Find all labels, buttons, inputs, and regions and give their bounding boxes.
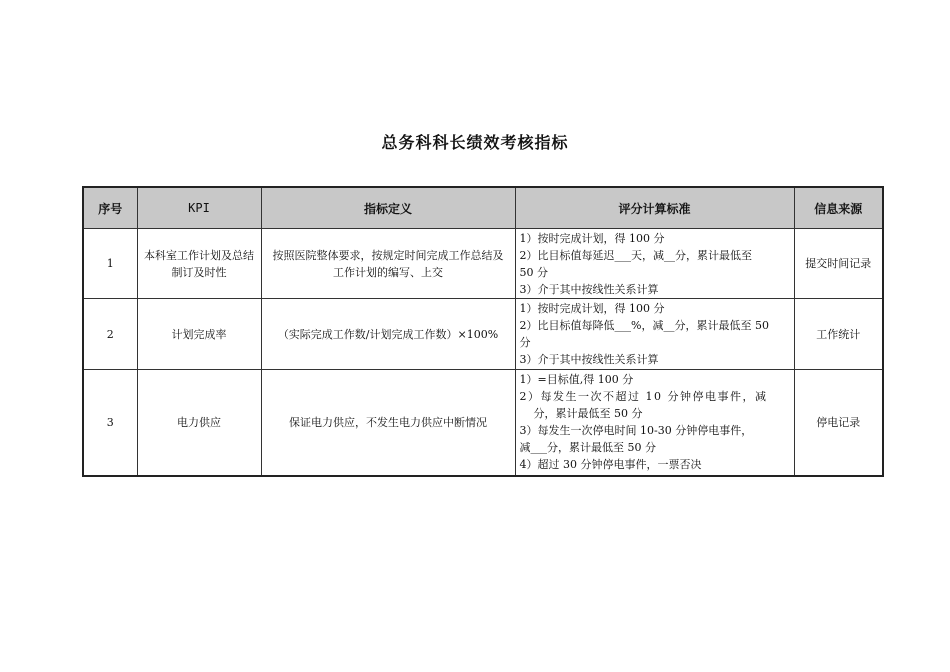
- standard-line: 3）介于其中按线性关系计算: [519, 282, 659, 296]
- header-definition: 指标定义: [261, 187, 515, 229]
- standard-line: 减___分，累计最低至 50 分: [519, 441, 656, 455]
- row-standard: [515, 370, 794, 476]
- row-standard: [515, 229, 794, 299]
- row-definition: （实际完成工作数/计划完成工作数）×100%: [261, 299, 515, 370]
- header-source: 信息来源: [794, 187, 883, 229]
- table-header-row: [83, 187, 883, 229]
- row-seq: 3: [83, 370, 137, 476]
- row-kpi: 本科室工作计划及总结制订及时性: [137, 229, 261, 299]
- table-row: [83, 370, 883, 476]
- standard-line: 1）按时完成计划，得 100 分: [519, 302, 665, 315]
- row-seq: 1: [83, 229, 137, 299]
- kpi-table: [82, 186, 884, 477]
- table-row: [83, 299, 883, 370]
- standard-line: 分，累计最低至 50 分: [533, 407, 643, 421]
- standard-line: 1）按时完成计划，得 100 分: [519, 231, 665, 245]
- row-kpi: 计划完成率: [137, 299, 261, 370]
- row-standard: [515, 299, 794, 370]
- standard-line: 2）每发生一次不超过 10 分钟停电事件，减: [519, 390, 768, 404]
- standard-line: 1）=目标值,得 100 分: [519, 373, 634, 387]
- header-seq: 序号: [83, 187, 137, 229]
- standard-line: 3）介于其中按线性关系计算: [519, 353, 659, 366]
- standard-line: 3）每发生一次停电时间 10-30 分钟停电事件，: [519, 424, 753, 438]
- row-kpi: 电力供应: [137, 370, 261, 476]
- standard-line: 分: [519, 336, 531, 349]
- document-title: 总务科科长绩效考核指标: [381, 133, 569, 152]
- row-source: 工作统计: [794, 299, 883, 370]
- row-source: 提交时间记录: [794, 229, 883, 299]
- row-definition: 保证电力供应，不发生电力供应中断情况: [261, 370, 515, 476]
- row-definition: 按照医院整体要求，按规定时间完成工作总结及工作计划的编写、上交: [261, 229, 515, 299]
- row-source: 停电记录: [794, 370, 883, 476]
- row-seq: 2: [83, 299, 137, 370]
- table-row: [83, 229, 883, 299]
- standard-line: 2）比目标值每延迟___天，减__分，累计最低至: [519, 248, 752, 262]
- header-standard: 评分计算标准: [515, 187, 794, 229]
- standard-line: 2）比目标值每降低___%，减__分，累计最低至 50: [519, 319, 769, 332]
- standard-line: 50 分: [519, 265, 548, 279]
- header-kpi: KPI: [137, 187, 261, 229]
- standard-line: 4）超过 30 分钟停电事件，一票否决: [519, 458, 702, 472]
